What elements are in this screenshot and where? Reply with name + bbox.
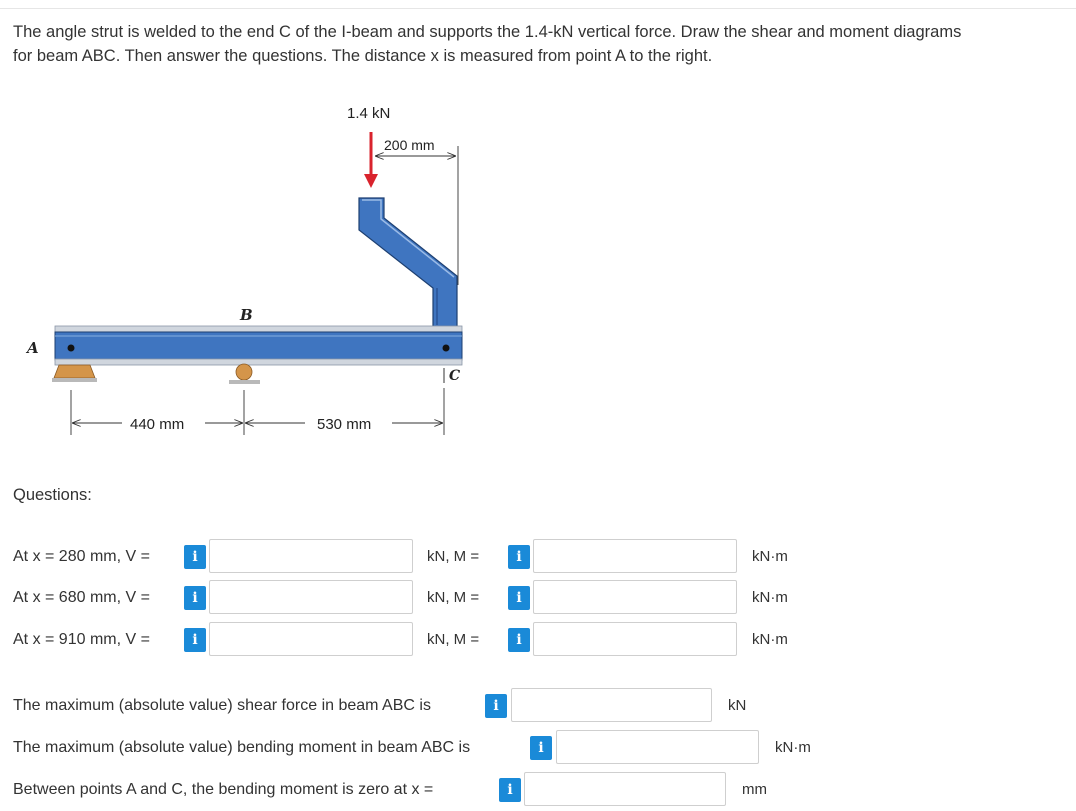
max-moment-unit: kN·m [775,739,811,756]
force-arrow [364,132,378,188]
offset-dimension-label: 200 mm [384,137,435,153]
dim-ab-label: 440 mm [130,416,185,433]
moment-input[interactable] [533,539,737,573]
shear-unit-label: kN, M = [427,631,480,648]
question-row [0,539,1076,575]
zero-moment-label: Between points A and C, the bending moment is zero at x = [13,781,434,798]
support-a [52,365,97,382]
question-label: At x = 280 mm, V = [13,548,150,565]
label-c: C [449,368,461,384]
point-a-dot [68,345,75,352]
questions-heading: Questions: [13,486,92,504]
label-a: A [27,339,39,357]
top-divider [0,8,1076,9]
shear-input[interactable] [209,580,413,614]
angle-strut [359,198,457,327]
question-label: At x = 680 mm, V = [13,589,150,606]
zero-moment-unit: mm [742,781,767,798]
moment-input[interactable] [533,580,737,614]
support-b [229,364,260,384]
info-icon[interactable]: i [485,694,507,718]
moment-unit-label: kN·m [752,589,788,606]
info-icon[interactable]: i [530,736,552,760]
problem-line-2: for beam ABC. Then answer the questions. The distance x is measured from point A to the right. [13,47,713,65]
question-row [0,622,1076,658]
max-moment-row [0,730,1076,766]
i-beam [55,326,462,365]
info-icon[interactable]: i [184,586,206,610]
shear-unit-label: kN, M = [427,548,480,565]
max-shear-row [0,688,1076,724]
info-icon[interactable]: i [184,545,206,569]
zero-moment-input[interactable] [524,772,726,806]
problem-line-1: The angle strut is welded to the end C of the I-beam and supports the 1.4-kN vertical force. Draw the shear and moment diagrams [13,23,962,41]
point-c-dot [443,345,450,352]
shear-input[interactable] [209,622,413,656]
info-icon[interactable]: i [508,545,530,569]
max-shear-input[interactable] [511,688,712,722]
shear-input[interactable] [209,539,413,573]
beam-figure [0,90,520,450]
shear-unit-label: kN, M = [427,589,480,606]
question-row [0,580,1076,616]
info-icon[interactable]: i [508,586,530,610]
max-moment-input[interactable] [556,730,759,764]
max-shear-label: The maximum (absolute value) shear force in beam ABC is [13,697,431,714]
info-icon[interactable]: i [499,778,521,802]
dim-bc-label: 530 mm [317,416,372,433]
max-moment-label: The maximum (absolute value) bending moment in beam ABC is [13,739,471,756]
info-icon[interactable]: i [184,628,206,652]
moment-input[interactable] [533,622,737,656]
info-icon[interactable]: i [508,628,530,652]
problem-statement [13,20,1063,68]
moment-unit-label: kN·m [752,548,788,565]
zero-moment-row [0,772,1076,808]
question-label: At x = 910 mm, V = [13,631,150,648]
label-b: B [240,306,253,324]
max-shear-unit: kN [728,697,747,714]
force-label: 1.4 kN [347,105,391,122]
moment-unit-label: kN·m [752,631,788,648]
